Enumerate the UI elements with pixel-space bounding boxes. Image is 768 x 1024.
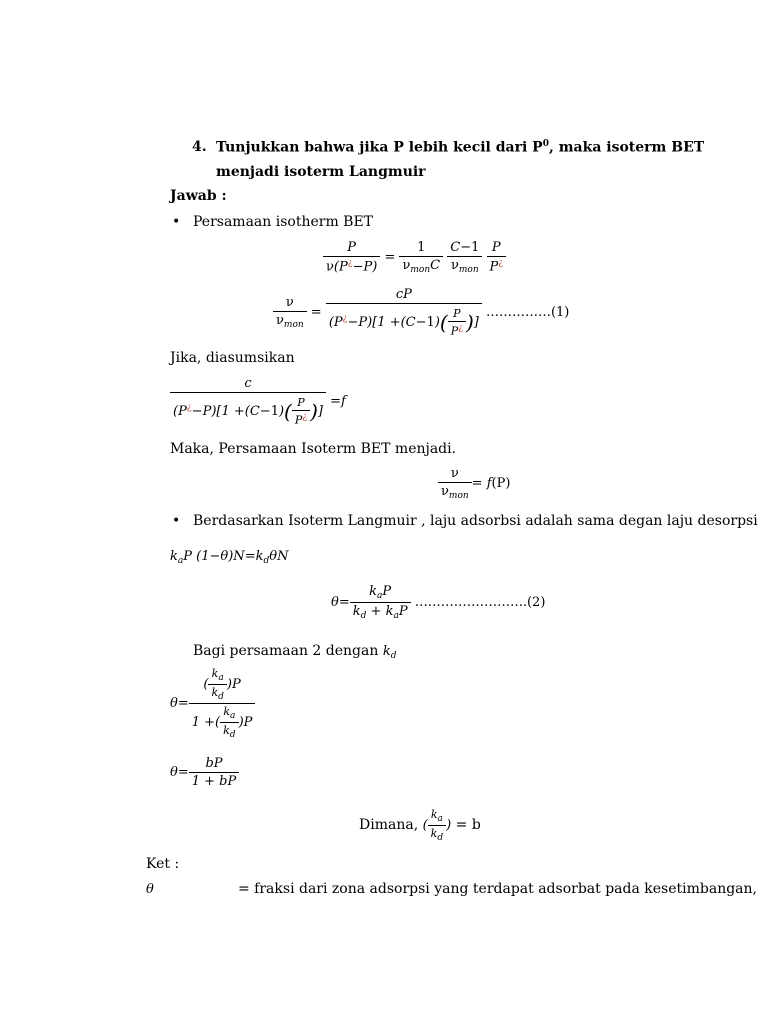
question-superscript: 0 — [542, 139, 549, 149]
dimana-line: Dimana, ( $\frac{k_a}{k_d}$ ) = b — [359, 808, 481, 843]
question-text-end: , maka isoterm BET — [548, 139, 705, 156]
maka-text: Maka, Persamaan Isoterm BET menjadi. — [170, 441, 457, 457]
ket-label: Ket : — [146, 856, 180, 872]
theta-equation-2: θ= $\frac{k_aP}{k_d + k_aP}$ ……………………..(2) — [331, 584, 546, 621]
bet-equation-2: $\frac{\nu}{\nu_{mon}}$ = cP (P¿−P)[1 +(C−1)( $\frac{P}{P^¿}$ )] ……………(1) — [273, 287, 569, 338]
ket-theta-definition: = fraksi dari zona adsorpsi yang terdapat adsorbat pada kesetimbangan, — [238, 881, 757, 897]
bullet-text-bet: Persamaan isotherm BET — [193, 214, 374, 230]
divide-text: Bagi persamaan 2 dengan $k_d$ — [193, 643, 397, 661]
assume-text: Jika, diasumsikan — [170, 350, 295, 366]
question-line-2: menjadi isoterm Langmuir — [216, 164, 426, 180]
bullet-dot: • — [172, 214, 181, 230]
bullet-text-langmuir: Berdasarkan Isoterm Langmuir , laju adsorbsi adalah sama degan laju desorpsi — [193, 513, 758, 529]
question-number: 4. — [192, 139, 207, 155]
answer-label: Jawab : — [170, 188, 227, 204]
equation-2-ref: ……………………..(2) — [414, 595, 546, 610]
assumption-equation: c (P¿−P)[1 +(C−1)( $\frac{P}{P^¿}$ )] =f — [170, 376, 346, 427]
question-text: Tunjukkan bahwa jika P lebih kecil dari P — [216, 139, 543, 156]
bet-result-equation: $\frac{\nu}{\nu_{mon}}$ = f(P) — [438, 466, 510, 501]
theta-equation-divided: θ= ( $\frac{k_a}{k_d}$ )P 1 +( $\frac{k_a}{k_d}$ )P — [170, 667, 255, 740]
langmuir-rate-equation: $k_aP$ $(1-\theta)N=k_d\theta N$ — [170, 549, 289, 566]
ket-theta-symbol: θ — [146, 882, 154, 897]
bet-equation-1: $\frac{P}{\nu(P^¿-P)}$ = $\frac{1}{\nu_{mon}C}$ $\frac{C-1}{\nu_{mon}}$ $\frac{P}{P^¿}$ — [323, 240, 506, 275]
bullet-dot-2: • — [172, 513, 181, 529]
question-line-1 — [216, 139, 704, 156]
equation-1-ref: ……………(1) — [485, 304, 570, 320]
dimana-label: Dimana, — [359, 817, 419, 833]
divide-text-label: Bagi persamaan 2 dengan — [193, 643, 379, 659]
theta-equation-b: θ= $\frac{bP}{1 + bP}$ — [170, 756, 239, 789]
dimana-rhs: = b — [455, 817, 481, 833]
